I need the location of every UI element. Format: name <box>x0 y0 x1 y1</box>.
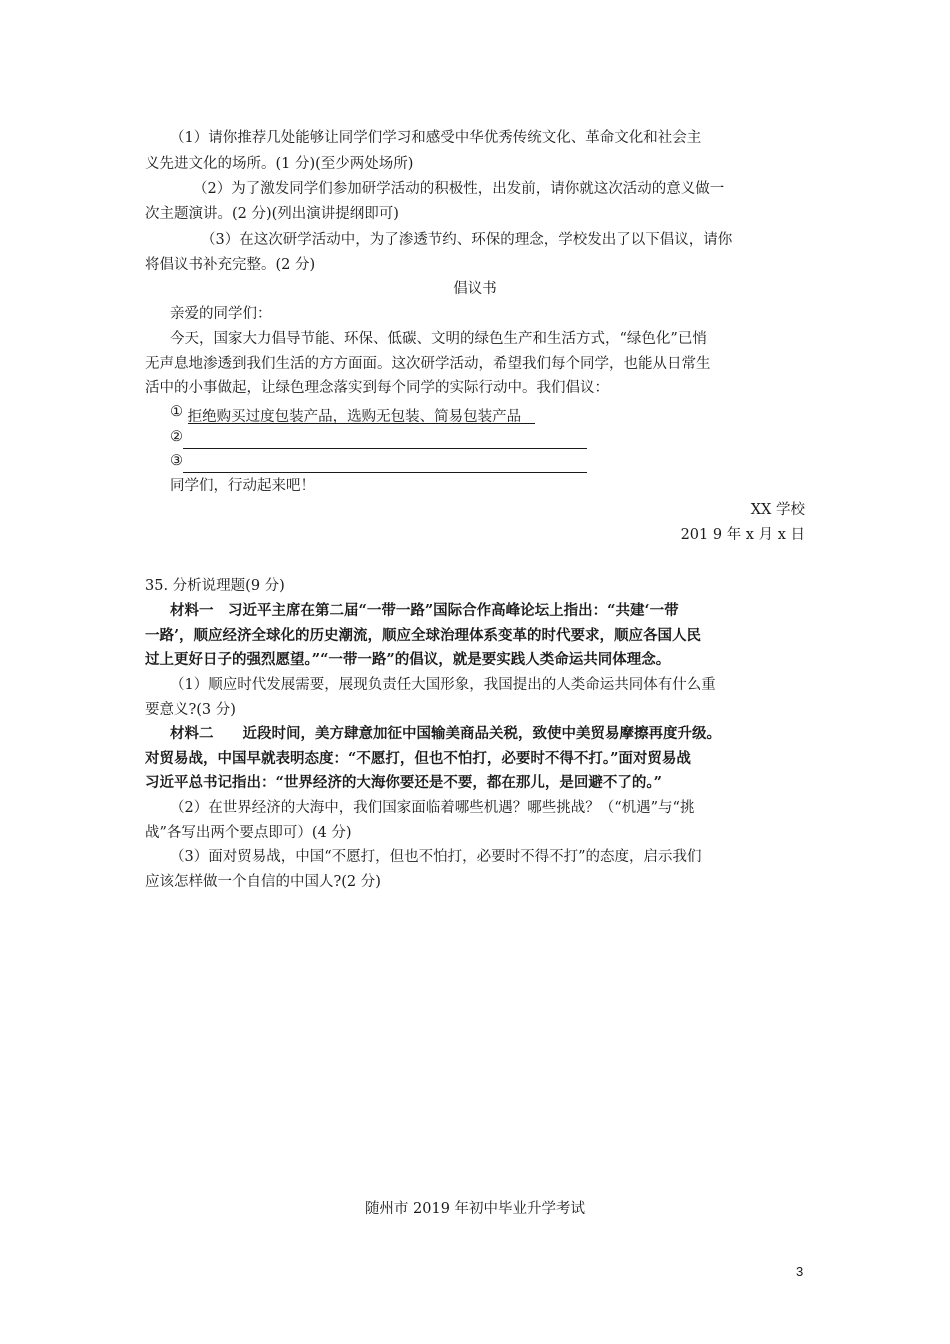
proposal-item-3 <box>170 449 835 473</box>
proposal-title: 倡议书 <box>453 281 497 297</box>
q34-1-line1: （1）请你推荐几处能够让同学们学习和感受中华优秀传统文化、革命文化和社会主 <box>170 130 702 146</box>
material2-line1: 材料二 近段时间，美方肆意加征中国输美商品关税，致使中美贸易摩擦再度升级。 <box>170 725 721 742</box>
q34-1-line2: 义先进文化的场所。(1 分)(至少两处场所) <box>145 156 414 172</box>
footer-exam-title: 随州市 2019 年初中毕业升学考试 <box>364 1201 586 1217</box>
q35-heading: 35. 分析说理题(9 分) <box>145 578 285 594</box>
q34-3-line1: （3）在这次研学活动中，为了渗透节约、环保的理念，学校发出了以下倡议，请你 <box>201 232 733 248</box>
proposal-closing: 同学们，行动起来吧！ <box>170 478 315 494</box>
material2-line3: 习近平总书记指出：“世界经济的大海你要还是不要，都在那儿，是回避不了的。” <box>145 774 662 791</box>
page-number: 3 <box>796 1264 804 1279</box>
item-2-label: ② <box>170 429 183 445</box>
material2-line2: 对贸易战，中国早就表明态度：“不愿打，但也不怕打，必要时不得不打。”面对贸易战 <box>145 750 691 767</box>
q34-2-line2: 次主题演讲。(2 分)(列出演讲提纲即可) <box>145 206 399 222</box>
proposal-signature: XX 学校 <box>750 502 805 518</box>
item-2-blank[interactable] <box>183 430 587 449</box>
q35-3-line2: 应该怎样做一个自信的中国人?(2 分) <box>145 874 381 890</box>
proposal-body-line1: 今天，国家大力倡导节能、环保、低碳、文明的绿色生产和生活方式，“绿色化”已悄 <box>170 331 707 347</box>
material1-line2: 一路’，顺应经济全球化的历史潮流，顺应全球治理体系变革的时代要求，顺应各国人民 <box>145 627 702 644</box>
q34-3-line2: 将倡议书补充完整。(2 分) <box>145 257 316 273</box>
q34-2-line1: （2）为了激发同学们参加研学活动的积极性，出发前，请你就这次活动的意义做一 <box>193 181 725 197</box>
item-3-label: ③ <box>170 453 183 469</box>
item-1-label: ① <box>170 404 183 420</box>
q35-2-line1: （2）在世界经济的大海中，我们国家面临着哪些机遇？哪些挑战？（“机遇”与“挑 <box>170 800 695 816</box>
item-3-blank[interactable] <box>183 454 587 473</box>
proposal-date: 201 9 年 x 月 x 日 <box>680 527 805 543</box>
q35-3-line1: （3）面对贸易战，中国“不愿打，但也不怕打，必要时不得不打”的态度，启示我们 <box>170 849 702 865</box>
q35-1-line2: 要意义?(3 分) <box>145 702 236 718</box>
q35-2-line2: 战”各写出两个要点即可）(4 分) <box>145 825 352 841</box>
proposal-item-1 <box>170 400 835 424</box>
item-1-answer: 拒绝购买过度包装产品，选购无包装、简易包装产品 <box>188 405 536 424</box>
material1-line1: 材料一 习近平主席在第二届“一带一路”国际合作高峰论坛上指出：“共建‘一带 <box>170 602 679 619</box>
material1-line3: 过上更好日子的强烈愿望。”“一带一路”的倡议，就是要实践人类命运共同体理念。 <box>145 651 671 668</box>
proposal-body-line3: 活中的小事做起，让绿色理念落实到每个同学的实际行动中。我们倡议： <box>145 380 609 396</box>
proposal-item-2 <box>170 425 835 449</box>
proposal-body-line2: 无声息地渗透到我们生活的方方面面。这次研学活动，希望我们每个同学，也能从日常生 <box>145 356 711 372</box>
q35-1-line1: （1）顺应时代发展需要，展现负责任大国形象，我国提出的人类命运共同体有什么重 <box>170 677 716 693</box>
proposal-greeting: 亲爱的同学们： <box>170 306 272 322</box>
